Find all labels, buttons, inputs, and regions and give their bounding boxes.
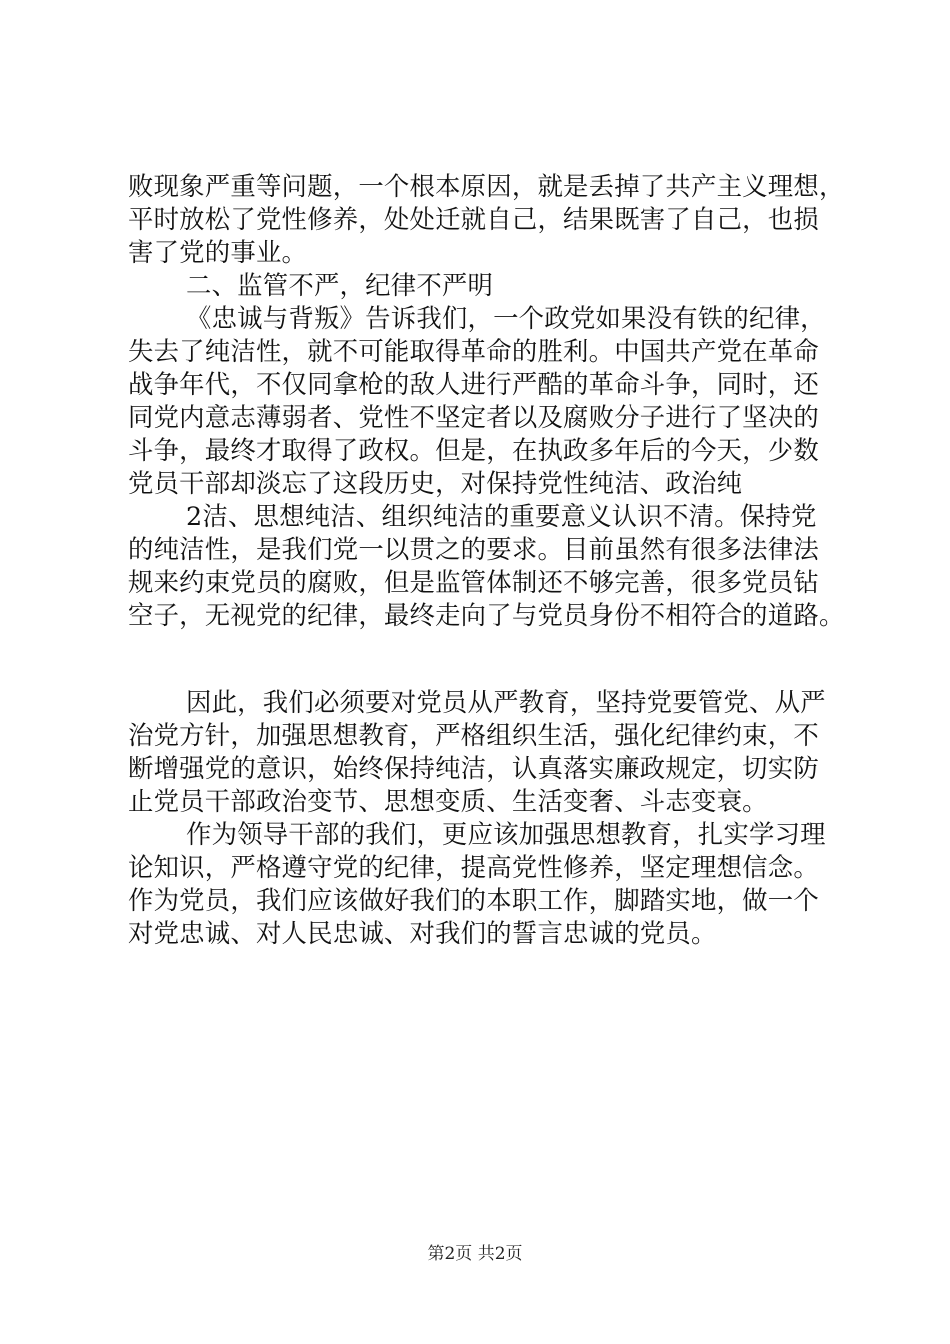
paragraph-1 xyxy=(128,170,850,269)
paragraph-gap xyxy=(128,632,850,686)
paragraph-5 xyxy=(128,818,850,950)
paragraph-line: 止党员干部政治变节、思想变质、生活变奢、斗志变衰。 xyxy=(128,786,768,816)
paragraph-2 xyxy=(128,302,850,500)
paragraph-line: 斗争，最终才取得了政权。但是，在执政多年后的今天，少数 xyxy=(128,435,819,465)
document-body xyxy=(128,170,850,950)
paragraph-line: 失去了纯洁性，就不可能取得革命的胜利。中国共产党在革命 xyxy=(128,336,819,366)
paragraph-line: 的纯洁性，是我们党一以贯之的要求。目前虽然有很多法律法 xyxy=(128,534,819,564)
paragraph-line: 党员干部却淡忘了这段历史，对保持党性纯洁、政治纯 xyxy=(128,468,743,498)
paragraph-line: 《忠诚与背叛》告诉我们，一个政党如果没有铁的纪律， xyxy=(186,303,826,333)
paragraph-line: 空子，无视党的纪律，最终走向了与党员身份不相符合的道路。 xyxy=(128,600,845,630)
paragraph-line: 同党内意志薄弱者、党性不坚定者以及腐败分子进行了坚决的 xyxy=(128,402,819,432)
paragraph-line: 治党方针，加强思想教育，严格组织生活，强化纪律约束，不 xyxy=(128,720,819,750)
paragraph-line: 害了党的事业。 xyxy=(128,237,308,267)
paragraph-line: 断增强党的意识，始终保持纯洁，认真落实廉政规定，切实防 xyxy=(128,753,819,783)
paragraph-line: 战争年代，不仅同拿枪的敌人进行严酷的革命斗争，同时，还 xyxy=(128,369,819,399)
paragraph-4 xyxy=(128,686,850,818)
section-heading: 二、监管不严，纪律不严明 xyxy=(186,270,494,300)
paragraph-3 xyxy=(128,500,850,632)
paragraph-line: 因此，我们必须要对党员从严教育，坚持党要管党、从严 xyxy=(186,687,826,717)
page-indicator: 第2页 共2页 xyxy=(427,1244,523,1264)
paragraph-line: 对党忠诚、对人民忠诚、对我们的誓言忠诚的党员。 xyxy=(128,918,717,948)
page-footer xyxy=(0,1242,950,1266)
paragraph-line: 败现象严重等问题，一个根本原因，就是丢掉了共产主义理想， xyxy=(128,171,845,201)
paragraph-line: 2洁、思想纯洁、组织纯洁的重要意义认识不清。保持党 xyxy=(186,501,817,531)
paragraph-line: 平时放松了党性修养，处处迁就自己，结果既害了自己，也损 xyxy=(128,204,819,234)
paragraph-line: 论知识，严格遵守党的纪律，提高党性修养，坚定理想信念。 xyxy=(128,852,819,882)
paragraph-line: 作为领导干部的我们，更应该加强思想教育，扎实学习理 xyxy=(186,819,826,849)
paragraph-line: 作为党员，我们应该做好我们的本职工作，脚踏实地，做一个 xyxy=(128,885,819,915)
paragraph-line: 规来约束党员的腐败，但是监管体制还不够完善，很多党员钻 xyxy=(128,567,819,597)
